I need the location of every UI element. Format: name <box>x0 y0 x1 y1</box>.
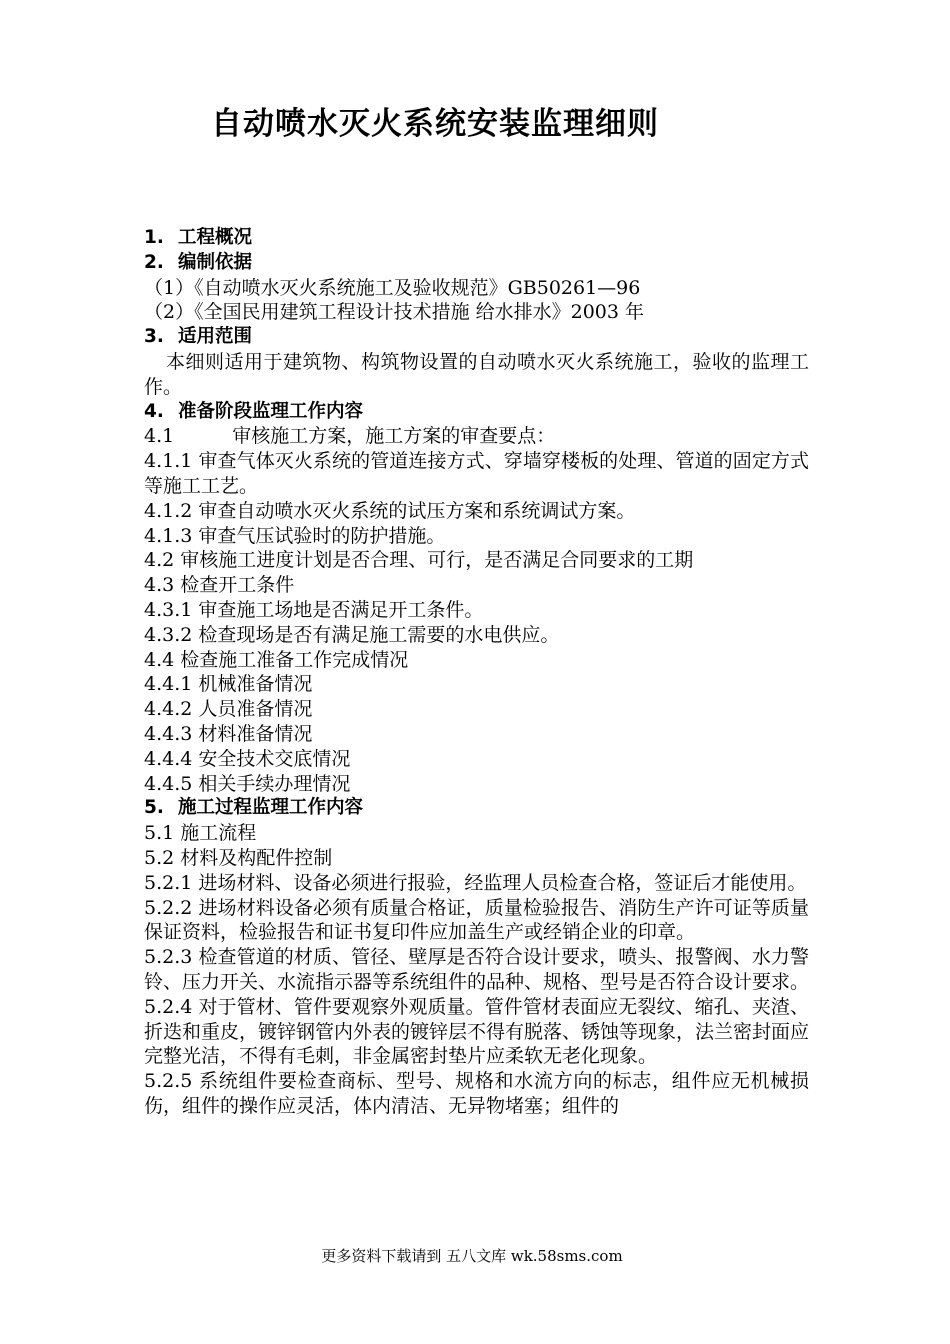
clause-4-1: 4.1 审核施工方案，施工方案的审查要点： <box>144 425 556 448</box>
clause-line: 5.1 施工流程 <box>144 822 257 845</box>
clause-line: 4.1.2 审查自动喷水灭火系统的试压方案和系统调试方案。 <box>144 499 636 522</box>
document-title: 自动喷水灭火系统安装监理细则 <box>211 106 659 142</box>
clause-line: 4.3.1 审查施工场地是否满足开工条件。 <box>144 598 484 621</box>
clause-line: 4.4.2 人员准备情况 <box>144 698 313 721</box>
section-heading-1: 1. 工程概况 <box>144 227 253 248</box>
clause-paragraph: 5.2.2 进场材料设备必须有质量合格证，质量检验报告、消防生产许可证等质量保证资料，检验报告和证书复印件应加盖生产或经销企业的印章。 <box>144 896 809 944</box>
clause-paragraph: 5.2.4 对于管材、管件要观察外观质量。管件管材表面应无裂纹、缩孔、夹渣、折迭和重皮，镀锌钢管内外表的镀锌层不得有脱落、锈蚀等现象，法兰密封面应完整光洁，不得有毛刺，非金属密封垫片应柔软无老化现象。 <box>144 995 810 1068</box>
page-footer: 更多资料下载请到 五八文库 wk.58sms.com <box>321 1247 623 1265</box>
clause-line: 4.3.2 检查现场是否有满足施工需要的水电供应。 <box>144 623 560 646</box>
clause-line: 4.4 检查施工准备工作完成情况 <box>144 648 409 671</box>
document-body <box>144 226 809 1119</box>
clause-line: 5.2 材料及构配件控制 <box>144 846 333 869</box>
section-heading-4: 4. 准备阶段监理工作内容 <box>144 400 364 422</box>
clause-line: 4.4.3 材料准备情况 <box>144 722 313 745</box>
reference-item: （1）《自动喷水灭火系统施工及验收规范》GB50261—96 <box>144 276 641 299</box>
clause-paragraph: 5.2.5 系统组件要检查商标、型号、规格和水流方向的标志，组件应无机械损伤，组件的操作应灵活，体内清洁、无异物堵塞；组件的 <box>144 1070 809 1117</box>
clause-paragraph: 4.1.1 审查气体灭火系统的管道连接方式、穿墙穿楼板的处理、管道的固定方式等施工工艺。 <box>144 450 809 497</box>
clause-paragraph: 5.2.3 检查管道的材质、管径、壁厚是否符合设计要求，喷头、报警阀、水力警铃、压力开关、水流指示器等系统组件的品种、规格、型号是否符合设计要求。 <box>144 946 810 993</box>
clause-line: 4.3 检查开工条件 <box>144 574 295 597</box>
section-heading-2: 2. 编制依据 <box>144 251 253 273</box>
section-heading-5: 5. 施工过程监理工作内容 <box>144 797 364 819</box>
clause-line: 4.4.4 安全技术交底情况 <box>144 747 351 770</box>
clause-paragraph: 5.2.1 进场材料、设备必须进行报验，经监理人员检查合格，签证后才能使用。 <box>144 871 807 894</box>
clause-line: 4.4.5 相关手续办理情况 <box>144 772 351 795</box>
reference-item: （2）《全国民用建筑工程设计技术措施 给水排水》2003 年 <box>144 301 645 324</box>
clause-line: 4.4.1 机械准备情况 <box>144 673 313 696</box>
section-heading-3: 3. 适用范围 <box>144 326 253 348</box>
clause-line: 4.1.3 审查气压试验时的防护措施。 <box>144 524 446 547</box>
clause-line: 4.2 审核施工进度计划是否合理、可行，是否满足合同要求的工期 <box>144 549 694 572</box>
scope-paragraph: 本细则适用于建筑物、构筑物设置的自动喷水灭火系统施工，验收的监理工作。 <box>144 350 809 398</box>
